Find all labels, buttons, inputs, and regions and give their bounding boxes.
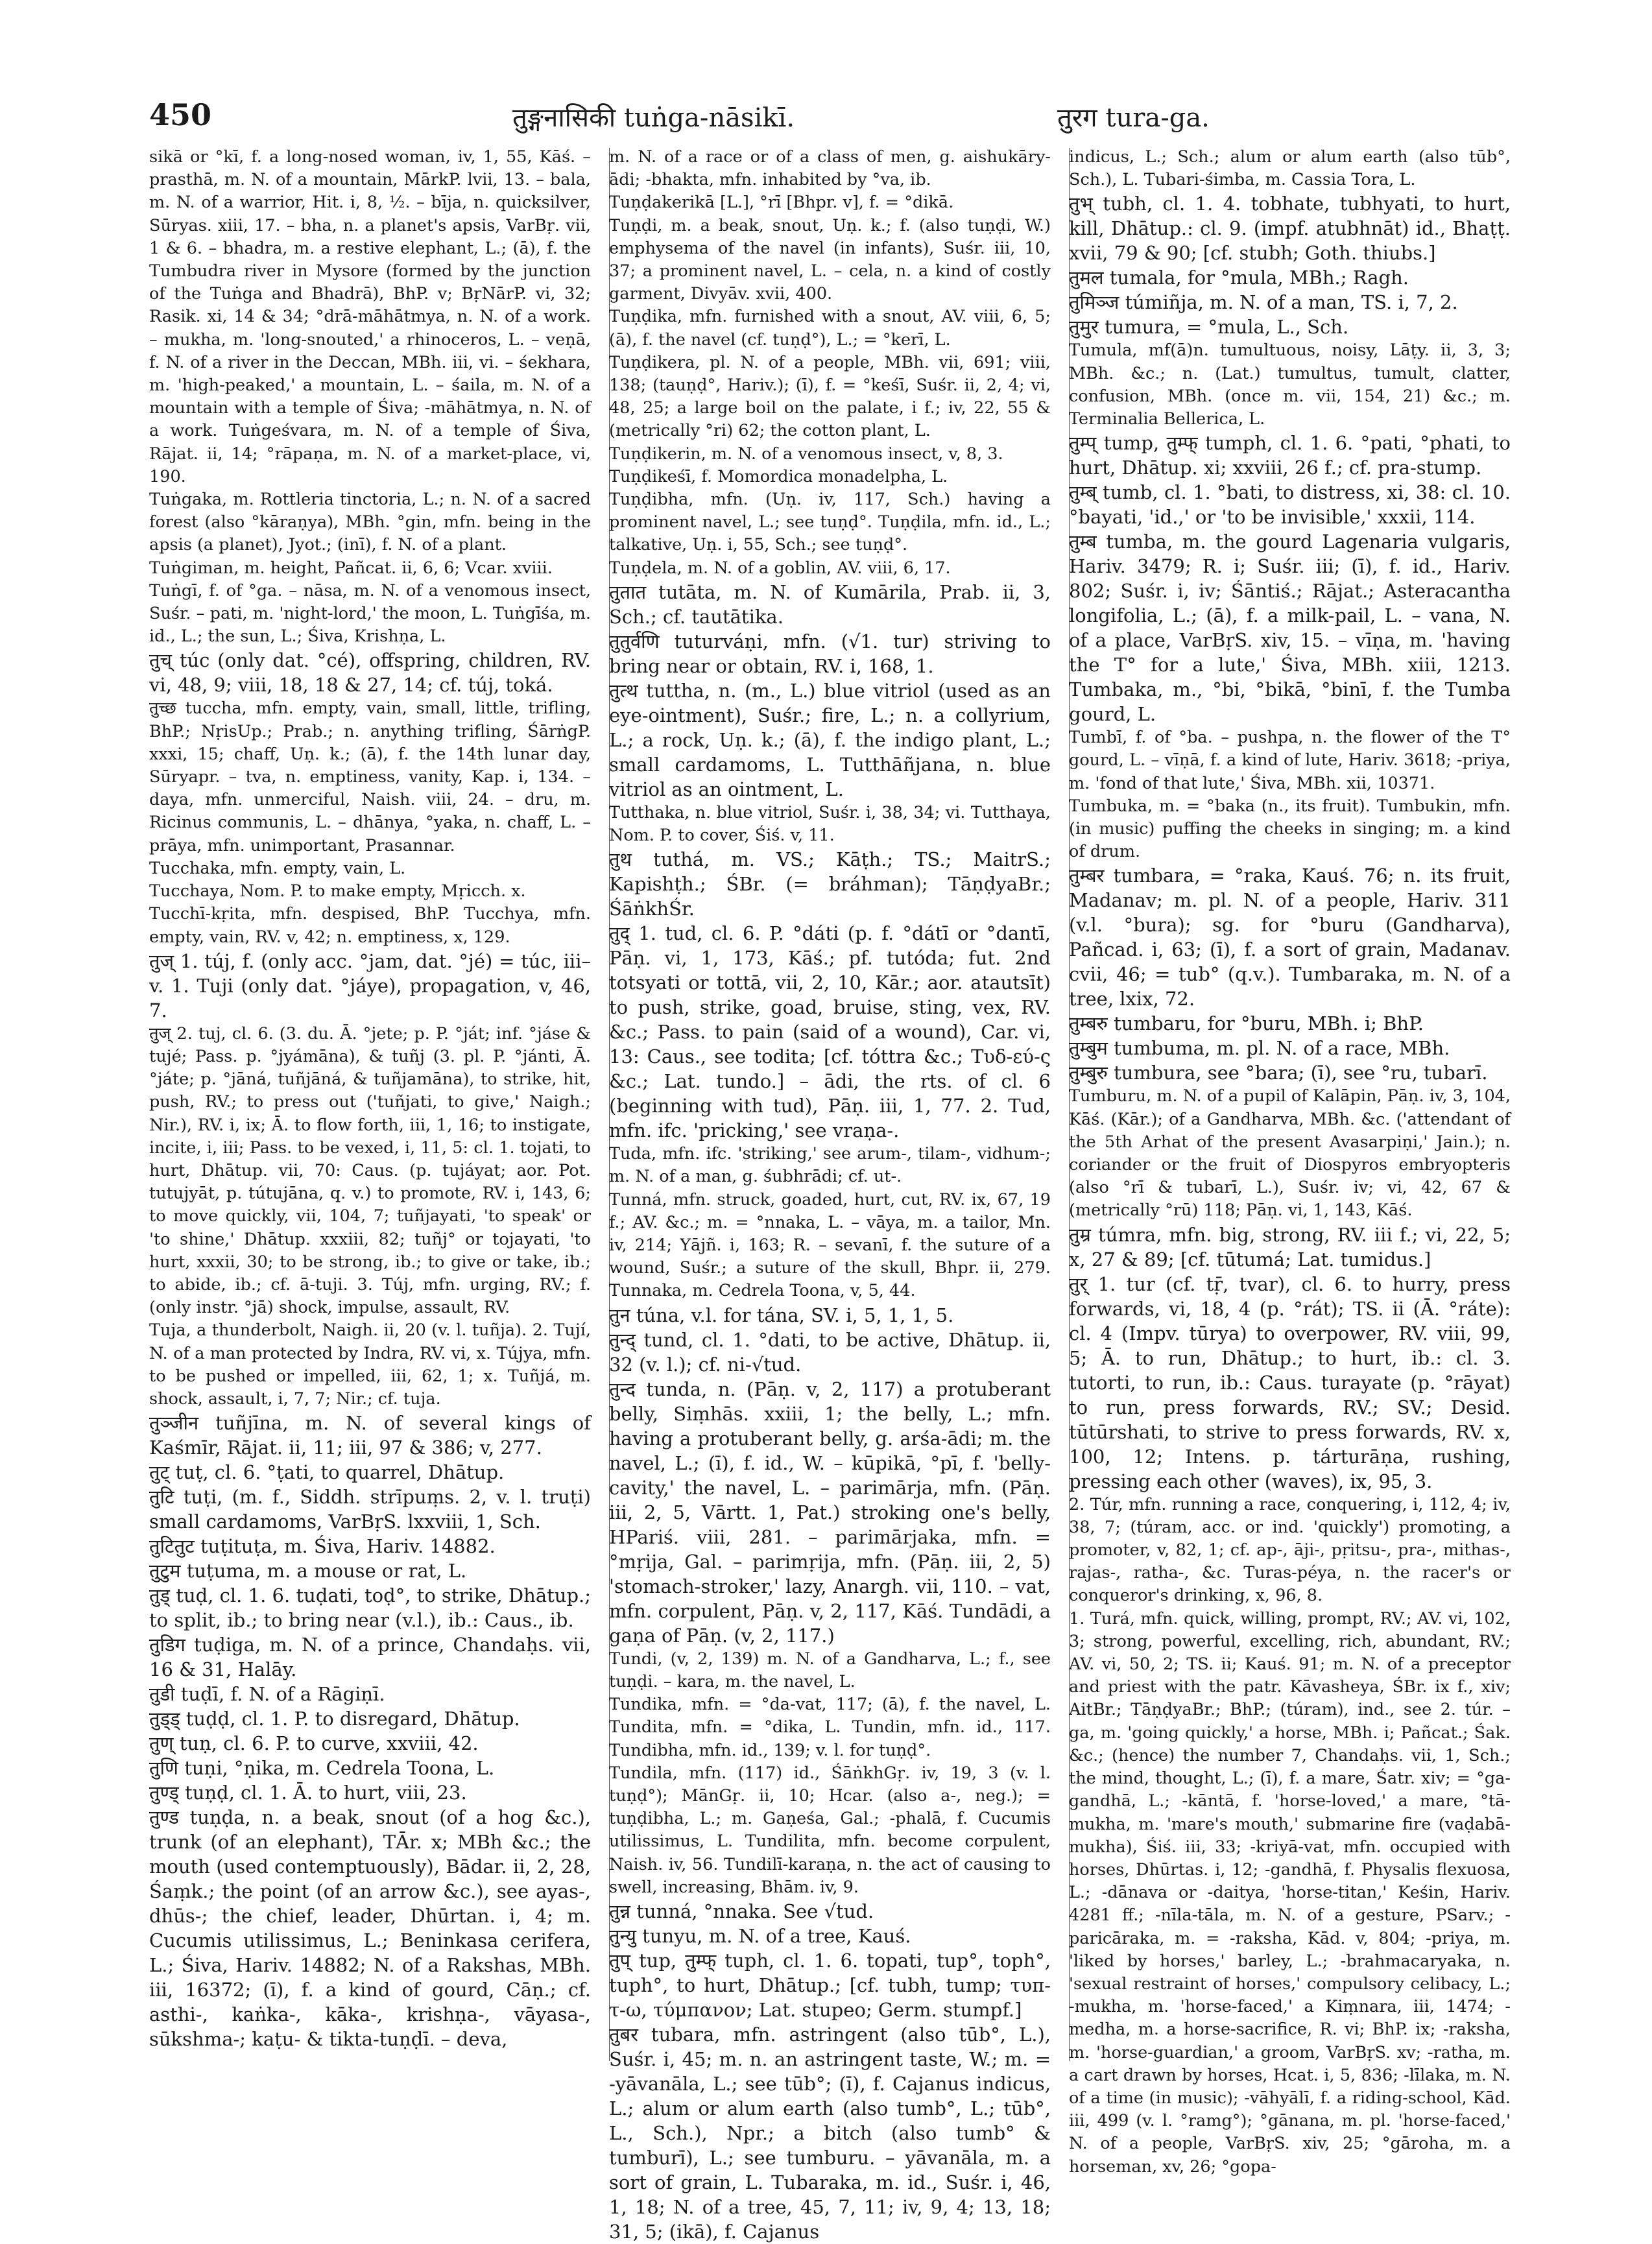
dictionary-entry: m. N. of a race or of a class of men, g. aishukāry-ādi; -bhakta, mfn. inhabited by °va, ib. — [609, 147, 1051, 190]
dictionary-entry: तुटितुट tuṭituṭa, m. Śiva, Hariv. 14882. — [149, 1535, 496, 1558]
column-middle — [609, 146, 1051, 2243]
dictionary-entry: तुण्ड tuṇḍa, n. a beak, snout (of a hog &c.), trunk (of an elephant), TĀr. x; MBh &c.; the mouth (used contemptuously), Bādar. ii, 2, 28, Śaṃk.; the point (of an arrow &c.), see ayas-, dhūs-; the chief, leader, Dhūrtan. i, 4; m. Cucumis utilissimus, L.; Beninkasa cerifera, L.; Śiva, Hariv. 14882; N. of a Rakshas, MBh. iii, 16372; (ī), f. a kind of gourd, Cāṇ.; cf. asthi-, kaṅka-, kāka-, krishṇa-, vāyasa-, sūkshma-; kaṭu- & tikta-tuṇḍī. – deva, — [149, 1806, 591, 2051]
dictionary-entry: Tuṇḍibha, mfn. (Uṇ. iv, 117, Sch.) having a prominent navel, L.; see tuṇḍ°. Tuṇḍila, mfn. id., L.; talkative, Uṇ. i, 55, Sch.; see tuṇḍ°. — [609, 490, 1051, 555]
dictionary-entry: तुण् tuṇ, cl. 6. P. to curve, xxviii, 42. — [149, 1732, 479, 1755]
dictionary-entry: तुतात tutāta, m. N. of Kumārila, Prab. ii, 3, Sch.; cf. tautātika. — [609, 580, 1051, 628]
dictionary-entry: Tuṅgiman, m. height, Pañcat. ii, 6, 6; Vcar. xviii. — [149, 558, 553, 578]
dictionary-entry: तुटि tuṭi, (m. f., Siddh. strīpuṃs. 2, v. l. truṭi) small cardamoms, VarBṛS. lxxviii, 1, Sch. — [149, 1486, 591, 1533]
dictionary-entry: Tucchaya, Nom. P. to make empty, Mṛicch. x. — [149, 881, 526, 901]
dictionary-entry: Tumburu, m. N. of a pupil of Kalāpin, Pāṇ. iv, 3, 104, Kāś. (Kār.); of a Gandharva, MBh. &c. ('attendant of the 5th Arhat of the present Avasarpiṇi,' Jain.); n. coriander or the fruit of Diospyros embryopteris (also °rī & tubarī, L.), Suśr. iv; vi, 42, 67 & (metrically °rū) 118; Pāṇ. vi, 1, 143, Kāś. — [1069, 1086, 1511, 1221]
dictionary-columns — [149, 146, 1511, 2243]
dictionary-entry: Tuṇḍela, m. N. of a goblin, AV. viii, 6, 17. — [609, 558, 951, 578]
dictionary-entry: तुम्र túmra, mfn. big, strong, RV. iii f.; vi, 22, 5; x, 27 & 89; [cf. tūtumá; Lat. tumidus.] — [1069, 1223, 1511, 1271]
dictionary-entry: तुञ्जीन tuñjīna, m. N. of several kings of Kaśmīr, Rājat. ii, 11; iii, 97 & 386; v, 277. — [149, 1412, 591, 1459]
dictionary-entry: Tuṇḍakerikā [L.], °rī [Bhpr. v], f. = °dikā. — [609, 193, 954, 213]
dictionary-entry: 2. Túr, mfn. running a race, conquering, i, 112, 4; iv, 38, 7; (túram, acc. or ind. 'quickly') promoting, a promoter, v, 82, 1; cf. ap-, āji-, pṛitsu-, pra-, mithas-, rajas-, ratha-, &c. Turas-péya, n. the racer's or conqueror's drinking, x, 96, 8. — [1069, 1494, 1511, 1606]
column-right — [1069, 146, 1511, 2177]
dictionary-entry: Tucchaka, mfn. empty, vain, L. — [149, 858, 406, 878]
dictionary-entry: Tuda, mfn. ifc. 'striking,' see arum-, tilam-, vidhum-; m. N. of a man, g. śubhrādi; cf. ut-. — [609, 1144, 1051, 1187]
dictionary-entry: Tunná, mfn. struck, goaded, hurt, cut, RV. ix, 67, 19 f.; AV. &c.; m. = °nnaka, L. – vāya, m. a tailor, Mn. iv, 214; Yājñ. i, 163; R. – sevanī, f. the suture of a wound, Suśr.; a suture of the skull, Bhpr. ii, 279. Tunnaka, m. Cedrela Toona, v, 5, 44. — [609, 1189, 1051, 1301]
dictionary-entry: तुभ् tubh, cl. 1. 4. tobhate, tubhyati, to hurt, kill, Dhātup.: cl. 9. (impf. atubhnāt) id., Bhaṭṭ. xvii, 79 & 90; [cf. stubh; Goth. thiubs.] — [1069, 193, 1511, 265]
dictionary-entry: तुम्बर tumbara, = °raka, Kauś. 76; n. its fruit, Madanav; m. pl. N. of a people, Hariv. 311 (v.l. °bura); sg. for °buru (Gandharva), Pañcad. i, 63; (ī), f. a sort of grain, Madanav. cvii, 46; = tub° (q.v.). Tumbaraka, m. N. of a tree, lxix, 72. — [1069, 865, 1511, 1010]
dictionary-entry: Tutthaka, n. blue vitriol, Suśr. i, 38, 34; vi. Tutthaya, Nom. P. to cover, Śiś. v, 11. — [609, 802, 1051, 846]
dictionary-entry: 1. Turá, mfn. quick, willing, prompt, RV.; AV. vi, 102, 3; strong, powerful, excelling, rich, abundant, RV.; AV. vi, 50, 2; TS. ii; Kauś. 91; m. N. of a preceptor and priest with the patr. Kāvasheya, ŚBr. ix f., xiv; AitBr.; TāṇḍyaBr.; BhP.; (túram), ind., see 2. túr. – ga, m. 'going quickly,' a horse, MBh. i; Pañcat.; Śak. &c.; (hence) the number 7, Chandaḥs. vii, 1, Sch.; the mind, thought, L.; (ī), f. a mare, Śatr. xiv; = °ga-gandhā, L.; -kāntā, f. 'horse-loved,' a mare, °tā-mukha, m. 'mare's mouth,' submarine fire (vaḍabā-mukha), Śiś. iii, 33; -kriyā-vat, mfn. occupied with horses, Dhūrtas. i, 12; -gandhā, f. Physalis flexuosa, L.; -dānava or -daitya, 'horse-titan,' Keśin, Hariv. 4281 ff.; -nīla-tāla, m. N. of a gesture, PSarv.; -paricāraka, m. = -raksha, Kād. v, 804; -priya, m. 'liked by horses,' barley, L.; -brahmacaryaka, n. 'sexual restraint of horses,' compulsory celibacy, L.; -mukha, m. 'horse-faced,' a Kiṃnara, iii, 1474; -medha, m. a horse-sacrifice, R. vi; BhP. ix; -raksha, m. 'horse-guardian,' a groom, VarBṛS. xv; -ratha, m. a cart drawn by horses, Hcat. i, 5, 836; -līlaka, m. N. of a time (in music); -vāhyālī, f. a riding-school, Kād. iii, 499 (v. l. °ramg°); °gānana, m. pl. 'horse-faced,' N. of a people, VarBṛS. xiv, 25; °gāroha, m. a horseman, xv, 26; °gopa- — [1069, 1608, 1511, 2177]
dictionary-entry: Tundika, mfn. = °da-vat, 117; (ā), f. the navel, L. Tundita, mfn. = °dika, L. Tundin, mfn. id., 117. Tundibha, mfn. id., 139; v. l. for tuṇḍ°. — [609, 1695, 1051, 1760]
dictionary-entry: Tuṇḍikerin, m. N. of a venomous insect, v, 8, 3. — [609, 444, 1003, 464]
dictionary-entry: तुर् 1. tur (cf. tṝ, tvar), cl. 6. to hurry, press forwards, vi, 18, 4 (p. °rát); TS. ii (Ā. °ráte): cl. 4 (Impv. tūrya) to overpower, RV. viii, 99, 5; Ā. to run, Dhātup.; to hurt, ib.: cl. 3. tutorti, to run, ib.: Caus. turayate (p. °rāyat) to run, press forwards, RV.; SV.; Desid. tūtūrshati, to strive to press forwards, RV. x, 100, 12; Intens. p. tárturāṇa, rushing, pressing each other (waves), ix, 95, 3. — [1069, 1272, 1511, 1492]
dictionary-entry: तुणि tuṇi, °ṇika, m. Cedrela Toona, L. — [149, 1757, 495, 1780]
dictionary-entry: Tuja, a thunderbolt, Naigh. ii, 20 (v. l. tuñja). 2. Tují, N. of a man protected by Indra, RV. vi, x. Tújya, mfn. to be pushed or impelled, iii, 62, 1; x. Tuñjá, m. shock, assault, i, 7, 7; Nir.; cf. tuja. — [149, 1320, 591, 1409]
dictionary-entry: तुम्बरु tumbaru, for °buru, MBh. i; BhP. — [1069, 1012, 1424, 1035]
dictionary-entry: तुमिञ्ज túmiñja, m. N. of a man, TS. i, 7, 2. — [1069, 291, 1458, 314]
dictionary-entry: Tuṇḍika, mfn. furnished with a snout, AV. viii, 6, 5; (ā), f. the navel (cf. tuṇḍ°), L.; = °kerī, L. — [609, 307, 1051, 350]
left-running-headword: तुङ्गनासिकी tuṅga-nāsikī. — [512, 103, 795, 133]
dictionary-entry: तुन्न tunná, °nnaka. See √tud. — [609, 1900, 874, 1922]
dictionary-entry: तुद् 1. tud, cl. 6. P. °dáti (p. f. °dátī or °dantī, Pāṇ. vi, 1, 173, Kāś.; pf. tutóda; fut. 2nd totsyati or tottā, vii, 2, 10, Kār.; aor. atautsīt) to push, strike, goad, bruise, sting, vex, RV. &c.; Pass. to pain (said of a wound), Car. vi, 13: Caus., see todita; [cf. tóttra &c.; Τυδ-εύ-ς &c.; Lat. tundo.] – ādi, the rts. of cl. 6 (beginning with tud), Pāṇ. iii, 1, 77. 2. Tud, mfn. ifc. 'pricking,' see vraṇa-. — [609, 922, 1051, 1142]
dictionary-entry: तुज् 2. tuj, cl. 6. (3. du. Ā. °jete; p. P. °ját; inf. °jáse & tujé; Pass. p. °jyámāna), & tuñj (3. pl. P. °jánti, Ā. °játe; p. °jāná, tuñjāná, & tuñjamāna), to strike, hit, push, RV.; to press out ('tuñjati, to give,' Naigh.; Nir.), RV. i, ix; Ā. to flow forth, iii, 1, 16; to instigate, incite, i, iii; Pass. to be vexed, i, 11, 5: cl. 1. tojati, to hurt, Dhātup. vii, 70: Caus. (p. tujáyat; aor. Pot. tutujyāt, p. tútujāna, q. v.) to promote, RV. i, 143, 6; to move quickly, vii, 104, 7; tuñjayati, 'to speak' or 'to shine,' Dhātup. xxxiii, 82; tuñj° or tojayati, 'to hurt, xxxii, 30; to be strong, ib.; to give or take, ib.; to abide, ib.; cf. ā-tuji. 3. Túj, mfn. urging, RV.; f. (only instr. °jā) shock, impulse, assault, RV. — [149, 1023, 591, 1318]
dictionary-entry: तुतुर्वणि tuturváṇi, mfn. (√1. tur) striving to bring near or obtain, RV. i, 168, 1. — [609, 630, 1051, 677]
dictionary-entry: तुप् tup, तुम्फ् tuph, cl. 1. 6. topati, tup°, toph°, tuph°, to hurt, Dhātup.; [cf. tubh, tump; τυπ-τ-ω, τύμπανον; Lat. stupeo; Germ. stumpf.] — [609, 1949, 1051, 2021]
dictionary-entry: तुण्ड् tuṇḍ, cl. 1. Ā. to hurt, viii, 23. — [149, 1782, 467, 1804]
dictionary-entry: तुच्छ tuccha, mfn. empty, vain, small, little, trifling, BhP.; NṛisUp.; Prab.; n. anything trifling, ŚārṅgP. xxxi, 15; chaff, Uṇ. k.; (ā), f. the 14th lunar day, Sūryapr. – tva, n. emptiness, vanity, Kap. i, 134. – daya, mfn. unmerciful, Naish. viii, 24. – dru, m. Ricinus communis, L. – dhānya, °yaka, n. chaff, L. – prāya, mfn. unimportant, Prasannar. — [149, 698, 591, 855]
dictionary-entry: Tumbuka, m. = °baka (n., its fruit). Tumbukin, mfn. (in music) puffing the cheeks in singing; m. a kind of drum. — [1069, 796, 1511, 862]
dictionary-entry: Tundila, mfn. (117) id., ŚāṅkhGṛ. iv, 19, 3 (v. l. tuṇḍ°); MānGṛ. ii, 10; Hcar. (also a-, neg.); = tuṇḍibha, L.; m. Gaṇeśa, Gal.; -phalā, f. Cucumis utilissimus, L. Tundilita, mfn. become corpulent, Naish. iv, 56. Tundilī-karaṇa, n. the act of causing to swell, increasing, Bhām. iv, 9. — [609, 1763, 1051, 1897]
dictionary-entry: तुच् túc (only dat. °cé), offspring, children, RV. vi, 48, 9; viii, 18, 18 & 27, 14; cf. túj, toká. — [149, 649, 591, 697]
dictionary-entry: तुडी tuḍī, f. N. of a Rāgiṇī. — [149, 1683, 385, 1706]
dictionary-entry: तुम्बुरु tumbura, see °bara; (ī), see °ru, tubarī. — [1069, 1062, 1488, 1084]
dictionary-entry: तुटुम tuṭuma, m. a mouse or rat, L. — [149, 1560, 467, 1582]
dictionary-entry: तुत्थ tuttha, n. (m., L.) blue vitriol (used as an eye-ointment), Suśr.; fire, L.; n. a collyrium, L.; a rock, Uṇ. k.; (ā), f. the indigo plant, L.; small cardamoms, L. Tutthāñjana, n. blue vitriol as an ointment, L. — [609, 679, 1051, 800]
dictionary-entry: तुन्यु tunyu, m. N. of a tree, Kauś. — [609, 1924, 911, 1947]
dictionary-entry: तुडिग tuḍiga, m. N. of a prince, Chandaḥs. vii, 16 & 31, Halāy. — [149, 1634, 591, 1681]
page-header — [149, 97, 1511, 143]
dictionary-entry: तुड् tuḍ, cl. 1. 6. tuḍati, toḍ°, to strike, Dhātup.; to split, ib.; to bring near (v.l.), ib.: Caus., ib. — [149, 1584, 591, 1632]
dictionary-entry: तुड्ड् tuḍḍ, cl. 1. P. to disregard, Dhātup. — [149, 1708, 520, 1730]
dictionary-entry: Tuṅgaka, m. Rottleria tinctoria, L.; n. N. of a sacred forest (also °kāraṇya), MBh. °gin, mfn. being in the apsis (a planet), Jyot.; (inī), f. N. of a plant. — [149, 490, 591, 555]
dictionary-entry: तुमल tumala, for °mula, MBh.; Ragh. — [1069, 267, 1409, 289]
dictionary-entry: sikā or °kī, f. a long-nosed woman, iv, 1, 55, Kāś. – prasthā, m. N. of a mountain, MārkP. lvii, 13. – bala, m. N. of a warrior, Hit. i, 8, ½. – bīja, n. quicksilver, Sūryas. xiii, 17. – bha, n. a planet's apsis, VarBṛ. vii, 1 & 6. – bhadra, m. a restive elephant, L.; (ā), f. the Tumbudra river in Mysore (formed by the junction of the Tuṅga and Bhadrā), BhP. v; BṛNārP. vi, 32; Rasik. xi, 14 & 34; °drā-māhātmya, n. N. of a work. – mukha, m. 'long-snouted,' a rhinoceros, L. – veṇā, f. N. of a river in the Deccan, MBh. iii, vi. – śekhara, m. 'high-peaked,' a mountain, L. – śaila, m. N. of a mountain with a temple of Śiva; -māhātmya, n. N. of a work. Tuṅgeśvara, m. N. of a temple of Śiva, Rājat. ii, 14; °rāpaṇa, m. N. of a market-place, vi, 190. — [149, 147, 591, 486]
dictionary-entry: indicus, L.; Sch.; alum or alum earth (also tūb°, Sch.), L. Tubari-śimba, m. Cassia Tora, L. — [1069, 147, 1511, 190]
page-number: 450 — [149, 97, 212, 132]
column-left — [149, 146, 591, 2066]
dictionary-entry: Tumbī, f. of °ba. – pushpa, n. the flower of the T° gourd, L. – vīṇā, f. a kind of lute, Hariv. 3618; -priya, m. 'fond of that lute,' Śiva, MBh. xii, 10371. — [1069, 728, 1511, 793]
dictionary-entry: Tumula, mf(ā)n. tumultuous, noisy, Lāṭy. ii, 3, 3; MBh. &c.; n. (Lat.) tumultus, tumult, clatter, confusion, MBh. (once m. vii, 154, 21) &c.; m. Terminalia Bellerica, L. — [1069, 340, 1511, 429]
dictionary-entry: तुमुर tumura, = °mula, L., Sch. — [1069, 316, 1349, 339]
dictionary-entry: तुम्प् tump, तुम्फ् tumph, cl. 1. 6. °pati, °phati, to hurt, Dhātup. xi; xxviii, 26 f.; cf. pra-stump. — [1069, 432, 1511, 479]
dictionary-entry: तुथ tuthá, m. VS.; Kāṭh.; TS.; MaitrS.; Kapishṭh.; ŚBr. (= bráhman); TāṇḍyaBr.; ŚāṅkhŚr. — [609, 848, 1051, 920]
dictionary-entry: तुम्ब tumba, m. the gourd Lagenaria vulgaris, Hariv. 3479; R. i; Suśr. iii; (ī), f. id., Hariv. 802; Suśr. i, iv; Śāntiś.; Rājat.; Asteracantha longifolia, L.; (ā), f. a milk-pail, L. – vana, N. of a place, VarBṛS. xiv, 15. – vīṇa, m. 'having the T° for a lute,' Śiva, MBh. xiii, 1213. Tumbaka, m., °bi, °bikā, °binī, f. the Tumba gourd, L. — [1069, 531, 1511, 726]
dictionary-entry: तुम्ब् tumb, cl. 1. °bati, to distress, xi, 38: cl. 10. °bayati, 'id.,' or 'to be invisible,' xxxii, 114. — [1069, 481, 1511, 529]
dictionary-entry: तुबर tubara, mfn. astringent (also tūb°, L.), Suśr. i, 45; m. n. an astringent taste, W.; m. = -yāvanāla, L.; see tūb°; (ī), f. Cajanus indicus, L.; alum or alum earth (also tumb°, L.; tūb°, L., Sch.), Npr.; a bitch (also tumb° & tumburī), L.; see tumburu. – yāvanāla, m. a sort of grain, L. Tubaraka, m. id., Suśr. i, 46, 1, 18; N. of a tree, 45, 7, 11; iv, 9, 4; 13, 18; 31, 5; (ikā), f. Cajanus — [609, 2023, 1051, 2243]
dictionary-entry: तुन túna, v.l. for tána, SV. i, 5, 1, 1, 5. — [609, 1304, 954, 1326]
dictionary-entry: Tucchī-kṛita, mfn. despised, BhP. Tucchya, mfn. empty, vain, RV. v, 42; n. emptiness, x, 129. — [149, 904, 591, 947]
dictionary-entry: तुज् 1. túj, f. (only acc. °jam, dat. °jé) = túc, iii–v. 1. Tuji (only dat. °jáye), propagation, v, 46, 7. — [149, 949, 591, 1021]
right-running-headword: तुरग tura-ga. — [1057, 103, 1210, 133]
dictionary-entry: तुट् tuṭ, cl. 6. °ṭati, to quarrel, Dhātup. — [149, 1461, 505, 1484]
dictionary-entry: Tuṇḍikeśī, f. Momordica monadelpha, L. — [609, 466, 948, 486]
dictionary-entry: Tuṇḍi, m. a beak, snout, Uṇ. k.; f. (also tuṇḍi, W.) emphysema of the navel (in infants), Suśr. iii, 10, 37; a prominent navel, L. – cela, n. a kind of costly garment, Divyāv. xvii, 400. — [609, 215, 1051, 304]
dictionary-entry: तुन्द tunda, n. (Pāṇ. v, 2, 117) a protuberant belly, Siṃhās. xxiii, 1; the belly, L.; mfn. having a protuberant belly, g. arśa-ādi; m. the navel, L.; (ī), f. id., W. – kūpikā, °pī, f. 'belly-cavity,' the navel, L. – parimārja, mfn. (Pāṇ. iii, 2, 5, Vārtt. 1, Pat.) stroking one's belly, HPariś. viii, 281. – parimārjaka, mfn. = °mṛija, Gal. – parimṛija, mfn. (Pāṇ. iii, 2, 5) 'stomach-stroker,' lazy, Anargh. vii, 110. – vat, mfn. corpulent, Pāṇ. v, 2, 117, Kāś. Tundādi, a gaṇa of Pāṇ. (v, 2, 117.) — [609, 1378, 1051, 1647]
dictionary-entry: Tundi, (v, 2, 139) m. N. of a Gandharva, L.; f., see tuṇḍi. – kara, m. the navel, L. — [609, 1649, 1051, 1691]
dictionary-entry: तुन्द् tund, cl. 1. °dati, to be active, Dhātup. ii, 32 (v. l.); cf. ni-√tud. — [609, 1328, 1051, 1376]
dictionary-entry: तुम्बुम tumbuma, m. pl. N. of a race, MBh. — [1069, 1037, 1450, 1060]
dictionary-entry: Tuṅgī, f. of °ga. – nāsa, m. N. of a venomous insect, Suśr. – pati, m. 'night-lord,' the moon, L. Tuṅgīśa, m. id., L.; the sun, L.; Śiva, Krishṇa, L. — [149, 580, 591, 647]
dictionary-entry: Tuṇḍikera, pl. N. of a people, MBh. vii, 691; viii, 138; (tauṇḍ°, Hariv.); (ī), f. = °keśī, Suśr. ii, 2, 4; vi, 48, 25; a large boil on the palate, i f.; iv, 22, 55 & (metrically °ri) 62; the cotton plant, L. — [609, 352, 1051, 441]
